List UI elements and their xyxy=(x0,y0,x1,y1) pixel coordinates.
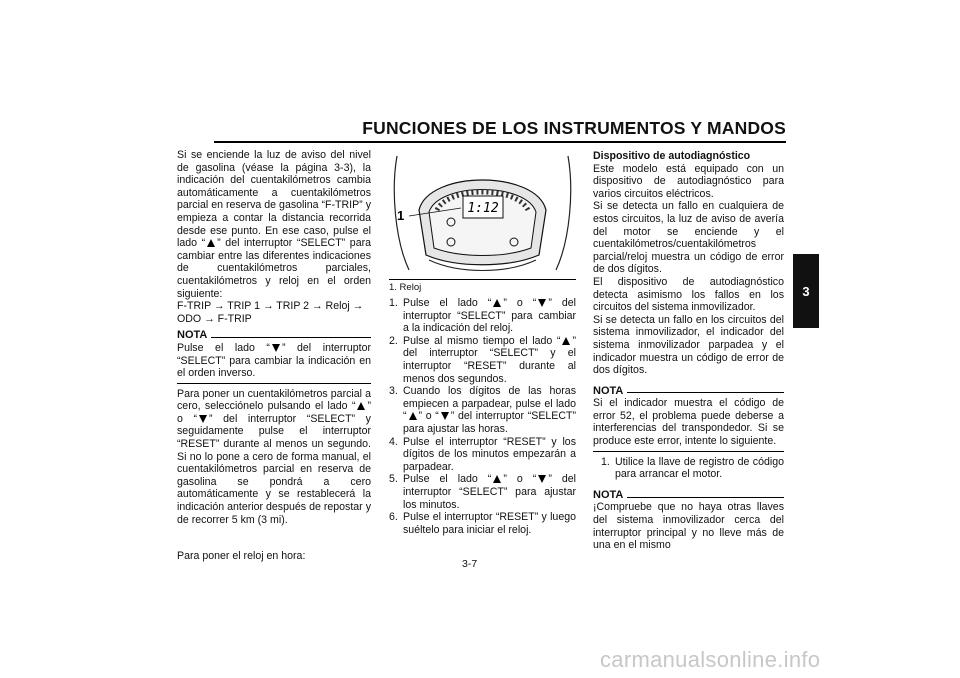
paragraph: Si se detecta un fallo en los circuitos del sistema inmovilizador, el indicador del sistema inmovilizador parpadea y el indicador muestra un código de error de dos dígitos. xyxy=(593,313,784,377)
note-heading: NOTA xyxy=(593,385,784,398)
paragraph: Este modelo está equipado con un dispositivo de autodiagnóstico para varios circuitos eléctricos. xyxy=(593,162,784,200)
clock-display: 1:12 xyxy=(467,201,499,216)
list-item: 2. Pulse al mismo tiempo el lado “ ” del interruptor “SELECT” y el interruptor “RESET” durante al menos dos segundos. xyxy=(389,334,576,385)
list-item: 1. Utilice la llave de registro de código para arrancar el motor. xyxy=(601,455,784,481)
list-item: 5. Pulse el lado “ ” o “ ” del interruptor “SELECT” para ajustar los minutos. xyxy=(389,473,577,511)
down-arrow-icon xyxy=(538,475,546,483)
note-text: Pulse el lado “ ” del interruptor “SELECT” para cambiar la indicación en el orden inverso. xyxy=(177,341,371,380)
list-item: 4. Pulse el interruptor “RESET” y los dígitos de los minutos empezarán a parpadear. xyxy=(389,435,576,473)
figure-caption: 1. Reloj xyxy=(389,282,422,293)
fuel-reserve-paragraph: Si se enciende la luz de aviso del nivel de gasolina (véase la página 3-3), la indicación del cuentakilómetros cambia automáticamente a cuentakilómetros parcial en reserva de gasolina “F-TRIP” y empieza a contar la distancia recorrida desde ese punto. En ese caso, pulse el lado “ ” del interruptor “SELECT” para cambiar entre las diferentes indicaciones de cuentakilómetros parciales, cuentakilómetros y reloj en el orden siguiente: xyxy=(177,149,371,300)
instrument-cluster-figure xyxy=(389,150,576,276)
clock-steps-list xyxy=(389,297,576,536)
down-arrow-icon xyxy=(199,415,207,423)
page-number: 3-7 xyxy=(462,558,478,570)
list-item: 1. Pulse el lado “ ” o “ ” del interruptor “SELECT” para cambiar a la indicación del reloj. xyxy=(389,297,577,335)
up-arrow-icon xyxy=(357,402,365,410)
column-left xyxy=(177,149,371,563)
trip-reset-paragraph: Para poner un cuentakilómetros parcial a cero, selecciónelo pulsando el lado “ ” o “ ” del interruptor “SELECT” y seguidamente pulse el interruptor “RESET” durante al menos un segundo. Si no lo pone a cero de forma manual, el cuentakilómetros parcial en reserva de gasolina se pondrá a cero automáticamente y se restablecerá la indicación anterior después de repostar y de recorrer 5 km (3 mi). xyxy=(177,387,371,526)
figure-callout: 1 xyxy=(397,208,405,223)
chapter-tab: 3 xyxy=(793,254,819,328)
up-arrow-icon xyxy=(493,299,501,307)
figure-rule xyxy=(389,279,576,280)
list-item: 6. Pulse el interruptor “RESET” y luego suéltelo para iniciar el reloj. xyxy=(389,511,576,536)
up-arrow-icon xyxy=(493,475,501,483)
header-rule xyxy=(214,141,786,143)
down-arrow-icon xyxy=(272,344,280,352)
paragraph: Si se detecta un fallo en cualquiera de estos circuitos, la luz de aviso de avería del motor se enciende y el cuentakilómetros/cuentakilómetros parcial/reloj muestra un código de error de dos dígitos. xyxy=(593,200,784,276)
watermark: carmanualsonline.info xyxy=(600,647,821,672)
up-arrow-icon xyxy=(562,337,570,345)
up-arrow-icon xyxy=(207,239,215,247)
clock-set-intro: Para poner el reloj en hora: xyxy=(177,550,306,563)
section-heading: Dispositivo de autodiagnóstico xyxy=(593,150,751,162)
note-text: ¡Compruebe que no haya otras llaves del sistema inmovilizador cerca del interruptor principal y no lleve más de una en el mismo xyxy=(593,501,784,552)
note-end-rule xyxy=(177,383,371,384)
display-sequence: F-TRIP → TRIP 1 → TRIP 2 → Reloj → ODO → F-TRIP xyxy=(177,300,364,325)
note-text: Si el indicador muestra el código de error 52, el problema puede deberse a interferencias del transpondedor. Si se produce este error, intente lo siguiente. xyxy=(593,397,784,448)
speedometer-illustration xyxy=(389,150,576,276)
column-middle xyxy=(389,297,576,536)
list-item: 3. Cuando los dígitos de las horas empiecen a parpadear, pulse el lado “ ” o “ ” del interruptor “SELECT” para ajustar las horas. xyxy=(389,385,576,435)
down-arrow-icon xyxy=(538,299,546,307)
page-header-title: FUNCIONES DE LOS INSTRUMENTOS Y MANDOS xyxy=(362,118,786,138)
down-arrow-icon xyxy=(441,412,449,420)
note-heading: NOTA xyxy=(177,329,371,342)
column-right xyxy=(593,150,784,552)
note-end-rule xyxy=(593,451,784,452)
paragraph: El dispositivo de autodiagnóstico detecta asimismo los fallos en los circuitos del sistema inmovilizador. xyxy=(593,275,784,314)
note-heading: NOTA xyxy=(593,489,784,502)
note-steps-list xyxy=(593,456,784,481)
up-arrow-icon xyxy=(409,412,417,420)
